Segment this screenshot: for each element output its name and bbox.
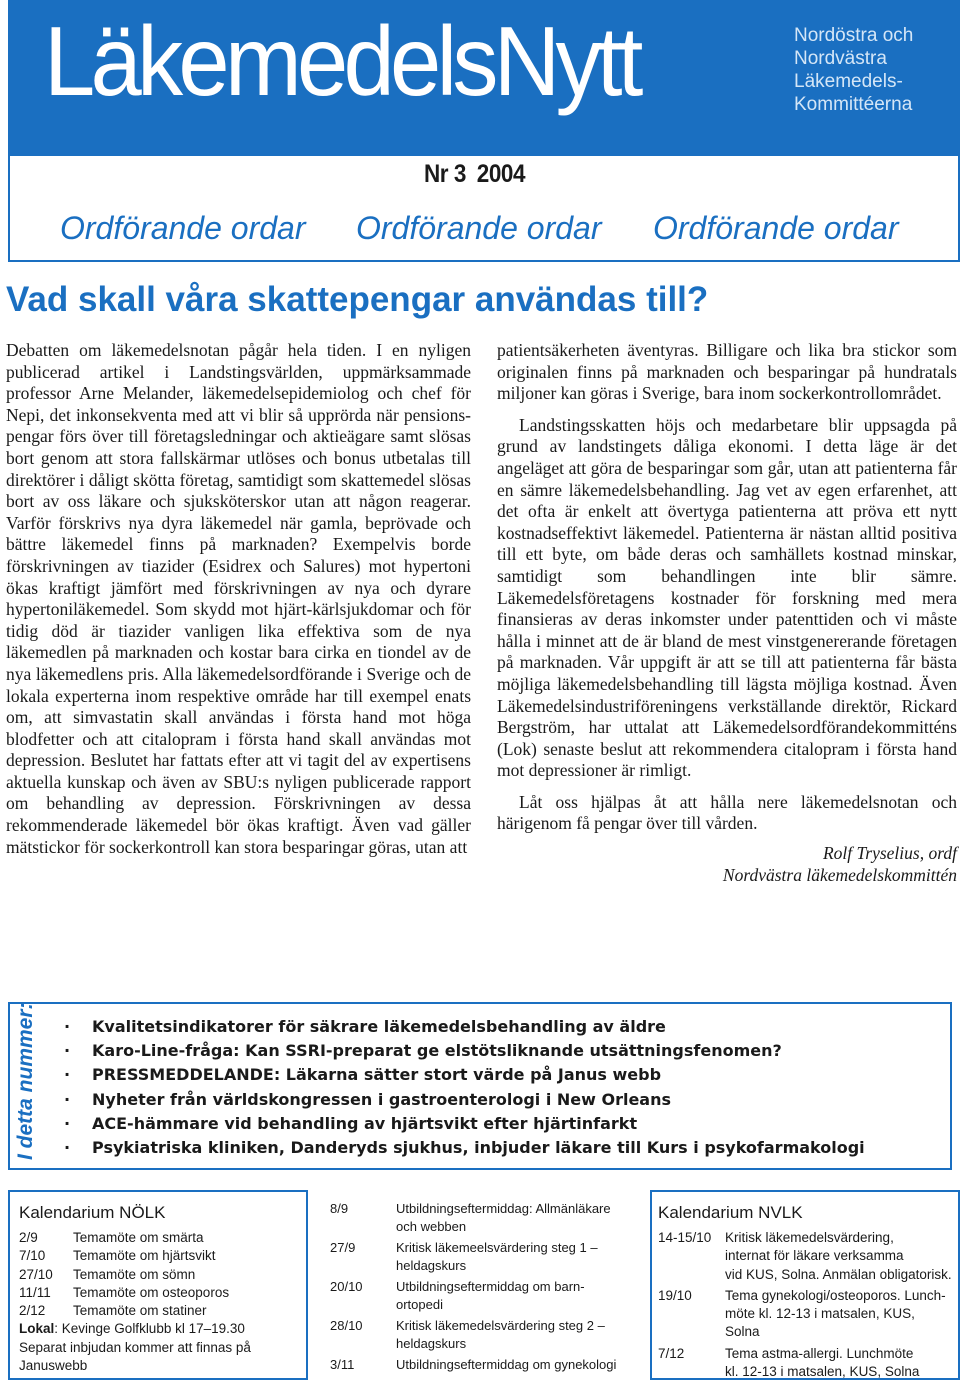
event-date: 28/10 [330, 1318, 363, 1333]
calendar-nolk [8, 1190, 308, 1380]
event-date: 3/11 [330, 1357, 355, 1372]
issue-number [424, 160, 525, 189]
contents-title: I detta nummer: [14, 1002, 37, 1160]
contents-item-label: Karo-Line-fråga: Kan SSRI-preparat ge elstötsliknande utsättningsfenomen? [92, 1041, 782, 1061]
article-column-right [497, 340, 957, 886]
event-text: Temamöte om smärta [73, 1230, 204, 1245]
contents-item[interactable] [64, 1136, 865, 1160]
calendar-event [19, 1247, 306, 1265]
bullet-icon: · [64, 1041, 71, 1061]
publisher-line: Läkemedels- [794, 71, 903, 92]
event-line: Utbildningseftermiddag om barn- [396, 1279, 585, 1294]
event-date: 11/11 [19, 1284, 51, 1300]
calendar-event [330, 1356, 640, 1374]
calendar-event [330, 1239, 640, 1275]
publisher-name [794, 24, 960, 116]
signature-org: Nordvästra läkemedelskommittén [722, 864, 957, 885]
calendar-middle [330, 1200, 640, 1377]
event-date: 27/9 [330, 1240, 356, 1255]
contents-item[interactable] [64, 1039, 865, 1063]
location-value: : Kevinge Golfklubb kl 17–19.30 [54, 1321, 245, 1337]
publisher-line: Kommittéerna [794, 94, 913, 115]
contents-item[interactable] [64, 1063, 865, 1087]
event-text [396, 1278, 585, 1314]
calendar-event [19, 1284, 306, 1302]
contents-item[interactable] [64, 1112, 865, 1136]
event-line: Utbildningseftermiddag om gynekologi [396, 1357, 617, 1372]
event-line: heldagskurs [396, 1258, 467, 1273]
article-paragraph: Låt oss hjälpas åt att hålla nere läkemedelsnotan och härigenom få pengar över till vården. [497, 791, 957, 834]
calendar-event [658, 1287, 958, 1342]
event-date: 2/9 [19, 1230, 38, 1245]
event-date: 20/10 [330, 1279, 363, 1294]
event-text [725, 1229, 952, 1284]
event-text [396, 1317, 605, 1353]
calendar-event [330, 1200, 640, 1236]
event-date: 14-15/10 [658, 1230, 712, 1245]
calendar-title: Kalendarium NÖLK [19, 1203, 166, 1222]
event-line: Tema gynekologi/osteoporos. Lunch- [725, 1287, 946, 1303]
event-line: heldagskurs [396, 1336, 467, 1351]
calendar-event [658, 1345, 958, 1382]
calendar-nvlk [650, 1190, 960, 1380]
calendar-event [19, 1302, 306, 1320]
publisher-line: Nordvästra [794, 48, 887, 69]
event-line: ortopedi [396, 1297, 443, 1312]
event-date: 27/10 [19, 1266, 53, 1282]
masthead [8, 0, 960, 156]
event-text: Temamöte om hjärtsvikt [73, 1248, 216, 1264]
article-column-left [6, 340, 471, 858]
event-text [725, 1345, 919, 1382]
contents-item-label: Nyheter från världskongressen i gastroenterologi i New Orleans [92, 1089, 672, 1109]
bullet-icon: · [64, 1089, 71, 1109]
calendar-note: Januswebb [19, 1358, 88, 1374]
event-line: och webben [396, 1219, 467, 1234]
event-text [396, 1356, 616, 1374]
article-paragraph: patientsäkerheten äventyras. Billigare och lika bra stickor som originalen finns på marknaden och besparingar på hundratals miljoner kan göras i Sverige, bara inom sockerkontrollområdet. [497, 340, 957, 404]
publisher-line: Nordöstra och [794, 25, 914, 46]
event-line: Tema astma-allergi. Lunchmöte [725, 1345, 914, 1361]
contents-item[interactable] [64, 1015, 865, 1039]
article-paragraph: Landstingsskatten höjs och medarbetare blir uppsagda på grund av landstingets dåliga ekonomi. I detta läge är det angeläget att göra de besparingar som går, utan att patienterna får en sämre läkemedelsbehandling. Jag vet av egen erfarenhet, att det ofta är enkelt att övertyga patienterna att pröva ett nytt kostnadseffektivt läkemedel. Patienterna är nästan alltid positiva till ett byte, om både deras och samhällets kostnad minskar, samtidigt som behandlingen inte blir sämre. Läkemedelsföretagens kostnader för forskning med mera finansieras av deras inkomster under patenttiden och vi måste hålla i minnet att de är bland de mest vinstgenererande företagen på marknaden. Vår uppgift är att se till att patienterna får bästa möjliga läkemedelsbehandling till lägsta möjliga kostnad. Även Läkemedelsindustriföreningens verkställande direktör, Rickard Bergström, har uttalat att Läkemedelsordförandekommitténs (Lok) senaste beslut att rekommendera citalopram i första hand mot depressioner är rimligt. [497, 414, 957, 781]
event-text [396, 1239, 598, 1275]
event-line: möte kl. 12-13 i matsalen, KUS, [725, 1306, 915, 1322]
calendar-note: Separat inbjudan kommer att finnas på [19, 1339, 251, 1355]
contents-item-label: Kvalitetsindikatorer för säkrare läkemedelsbehandling av äldre [92, 1017, 666, 1036]
event-text: Temamöte om sömn [73, 1266, 196, 1282]
event-date: 7/10 [19, 1248, 46, 1264]
article-paragraph: Debatten om läkemedelsnotan pågår hela tiden. I en nyligen publicerad artikel i Landstingsvärlden, uppmärksammade professor Arne Melander, läkemedelsepidemiolog och chef för Nepi, det inkonsekventa med att vi blir så upprörda när pensionspengar förs över till företagsledningar och aktieägare samt slösas bort genom att stora fallskärmar utlöses och bonus utbetalas till direktörer i dåligt skötta företag, samtidigt som skattemedel slösas bort av oss läkare och sjuksköterskor utan att någon reagerar. Varför förskrivs nya dyra läkemedel när gamla, beprövade och bättre läkemedel finns på marknaden? Exempelvis borde förskrivningen av tiazider (Esidrex och Salures) mot hypertoni ökas kraftigt jämfört med förskrivningen av nya och dyrare hypertoniläkemedel. Som skydd mot hjärt-kärlsjukdomar och för tidig död är tiazider vanligen lika effektiva som de nya läkemedlen på marknaden och kostar bara cirka en tiondel av de nya läkemedlens pris. Alla läkemedelsordförande i Sverige och de lokala experterna inom respektive område har till exempel enats om, att simvastatin skall användas i första hand mot höga blodfetter och att citalopram i första hand skall användas mot depression. Beslutet har fattats efter att vi tagit del av expertisens aktuella kunskap och även av SBU:s nyligen publicerade rapport om behandling av depression. Förskrivningen av dessa rekommenderade läkemedel bör ökas kraftigt. Även vad gäller mätstickor för sockerkontroll kan stora besparingar göras, utan att [6, 340, 471, 857]
calendar-event [658, 1229, 958, 1284]
bullet-icon: · [64, 1113, 71, 1133]
calendar-event [330, 1317, 640, 1353]
bullet-icon: · [64, 1065, 71, 1085]
issue-label: Nr 3 [424, 160, 466, 188]
calendar-event [330, 1278, 640, 1314]
newsletter-logo: LäkemedelsNytt [44, 6, 639, 116]
section-heading: Ordförande ordar [356, 210, 602, 246]
event-line: Solna [725, 1324, 760, 1340]
event-date: 8/9 [330, 1201, 349, 1216]
calendar-event [19, 1266, 306, 1284]
event-date: 2/12 [19, 1303, 46, 1319]
event-line: Kritisk läkemedelsvärdering steg 2 – [396, 1318, 605, 1333]
event-text [396, 1200, 611, 1236]
contents-item-label: ACE-hämmare vid behandling av hjärtsvikt efter hjärtinfarkt [92, 1113, 638, 1133]
calendar-location [19, 1320, 306, 1338]
contents-item-label: Psykiatriska kliniken, Danderyds sjukhus, inbjuder läkare till Kurs i psykofarmakologi [92, 1138, 865, 1158]
bullet-icon: · [64, 1017, 71, 1036]
calendar-event [19, 1229, 306, 1247]
issue-year: 2004 [476, 160, 526, 188]
signature-name: Rolf Tryselius, ordf [822, 843, 957, 864]
event-line: Utbildningseftermiddag: Allmänläkare [396, 1201, 611, 1216]
event-date: 19/10 [658, 1287, 692, 1303]
event-line: Kritisk läkemeelsvärdering steg 1 – [396, 1240, 598, 1255]
event-date: 7/12 [658, 1345, 685, 1361]
section-heading: Ordförande ordar [60, 210, 306, 246]
event-line: Kritisk läkemedelsvärdering, [725, 1230, 894, 1245]
event-text: Temamöte om statiner [73, 1303, 207, 1319]
contents-item[interactable] [64, 1088, 865, 1112]
signature [497, 843, 957, 886]
calendar-title: Kalendarium NVLK [658, 1203, 803, 1222]
contents-item-label: PRESSMEDDELANDE: Läkarna sätter stort värde på Janus webb [92, 1065, 662, 1085]
event-line: internat för läkare verksamma [725, 1248, 904, 1264]
event-line: kl. 12-13 i matsalen, KUS, Solna [725, 1364, 920, 1380]
event-text: Temamöte om osteoporos [73, 1284, 230, 1300]
bullet-icon: · [64, 1138, 71, 1158]
section-heading: Ordförande ordar [653, 210, 899, 246]
contents-list [64, 1015, 865, 1160]
event-line: vid KUS, Solna. Anmälan obligatorisk. [725, 1266, 952, 1282]
event-text [725, 1287, 946, 1342]
location-label: Lokal [19, 1321, 55, 1337]
article-headline: Vad skall våra skattepengar användas till? [6, 280, 709, 319]
